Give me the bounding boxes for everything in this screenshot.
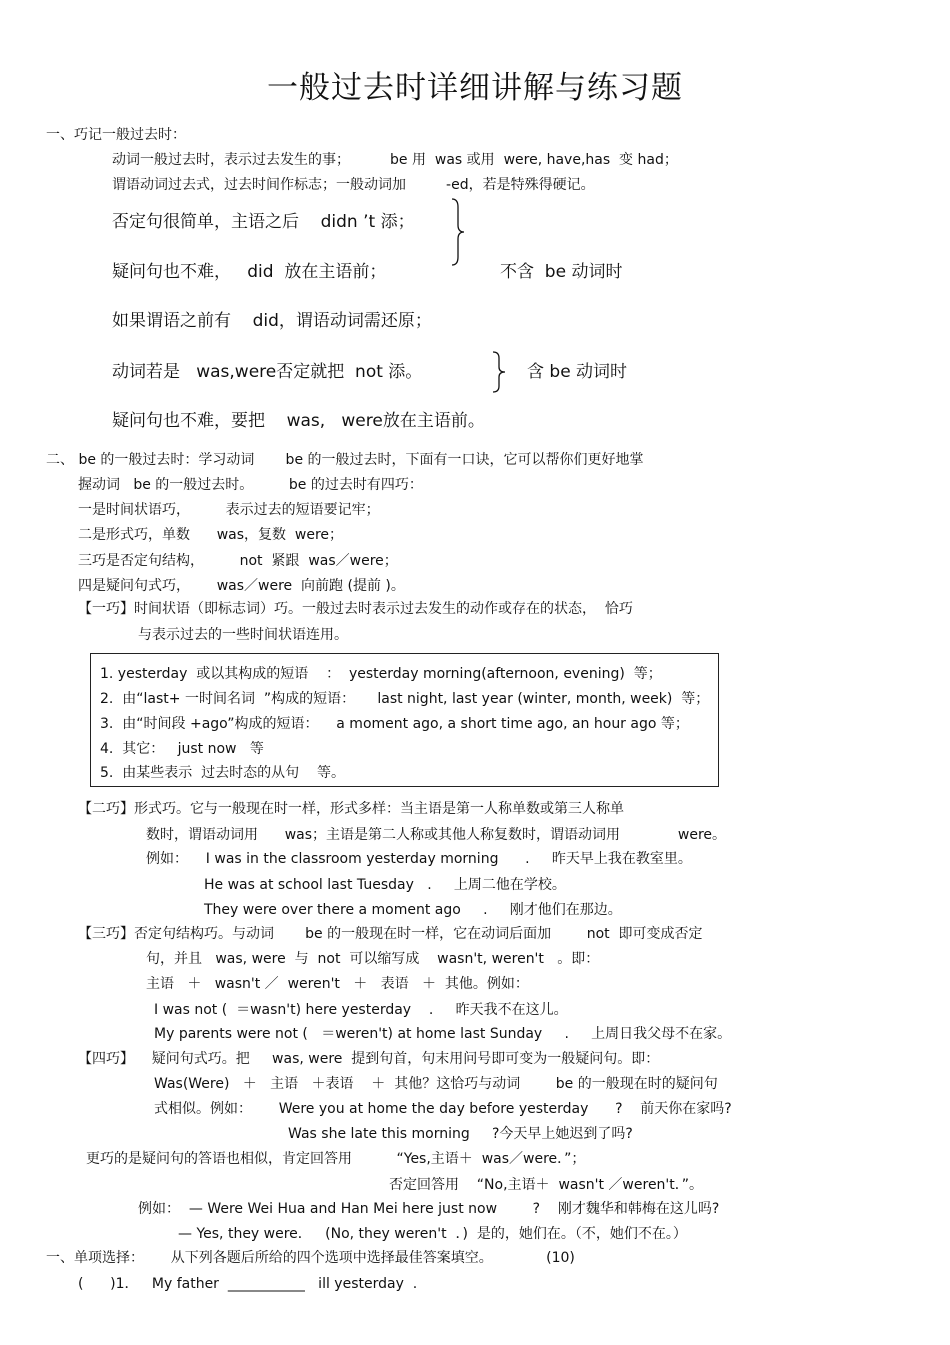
right-brace-icon — [448, 197, 468, 267]
tip-line-2: 二是形式巧，单数 was，复数 were； — [78, 527, 344, 543]
section-heading-1: 一、巧记一般过去时： — [46, 127, 186, 143]
rhyme-line-6: 动词若是 was,were否定就把 not 添。 — [112, 362, 423, 382]
section-heading-2-cont: 握动词 be 的一般过去时。 be 的过去时有四巧： — [78, 477, 423, 493]
answer-rule-1: 更巧的是疑问句的答语也相似，肯定回答用 “Yes,主语＋ was／were．”； — [86, 1151, 586, 1167]
rhyme-line-2: 谓语动词过去式，过去时间作标志；一般动词加 -ed，若是特殊得硬记。 — [112, 177, 595, 193]
time-adverbial-box — [90, 653, 719, 787]
tip-2-text-cont: 数时，谓语动词用 was；主语是第二人称或其他人称复数时，谓语动词用 were。 — [146, 827, 727, 843]
rhyme-line-4: 疑问句也不难， did 放在主语前； — [112, 262, 387, 282]
exercise-heading: 一、单项选择： 从下列各题后所给的四个选项中选择最佳答案填空。 (10) — [46, 1250, 575, 1266]
box-item-3: 3. 由“时间段 +ago”构成的短语： a moment ago, a short time ago, an hour ago 等； — [100, 716, 689, 732]
box-item-4: 4. 其它： just now 等 — [100, 741, 264, 757]
tip-2-example-2: He was at school last Tuesday . 上周二他在学校。 — [204, 877, 566, 893]
answer-example-q: 例如： — Were Wei Hua and Han Mei here just now ? 刚才魏华和韩梅在这儿吗? — [138, 1201, 720, 1217]
rhyme-line-7: 疑问句也不难，要把 was, were放在主语前。 — [112, 411, 485, 431]
tip-3-text-cont: 句，并且 was, were 与 not 可以缩写成 wasn't, weren't 。即： — [146, 951, 600, 967]
tip-2-example-1: 例如： I was in the classroom yesterday morning . 昨天早上我在教室里。 — [146, 851, 692, 867]
tip-4-text: 【四巧】 疑问句式巧。把 was, were 提到句首，句末用问号即可变为一般疑问句。即： — [78, 1051, 660, 1067]
tip-3-example-1: I was not ( ＝wasn't) here yesterday . 昨天我不在这儿。 — [154, 1002, 568, 1018]
answer-rule-2: 否定回答用 “No,主语＋ wasn't ／weren't．”。 — [389, 1177, 704, 1193]
tip-line-1: 一是时间状语巧， 表示过去的短语要记牢； — [78, 502, 380, 518]
right-brace-icon — [489, 350, 509, 394]
box-item-2: 2. 由“last+ 一时间名词 ”构成的短语： last night, last year (winter, month, week) 等； — [100, 691, 710, 707]
answer-example-a: — Yes, they were． (No, they weren't ．) 是的，她们在。（不，她们不在。） — [178, 1226, 687, 1242]
brace-note-with-be: 含 be 动词时 — [527, 362, 628, 382]
tip-1-text-cont: 与表示过去的一些时间状语连用。 — [138, 627, 348, 643]
tip-3-example-2: My parents were not ( ＝weren't) at home last Sunday . 上周日我父母不在家。 — [154, 1026, 732, 1042]
tip-3-formula: 主语 ＋ wasn't ／ weren't ＋ 表语 ＋ 其他。例如： — [146, 976, 529, 992]
box-item-1: 1. yesterday 或以其构成的短语 ： yesterday morning(afternoon, evening) 等； — [100, 666, 662, 682]
tip-1-text: 【一巧】时间状语（即标志词）巧。一般过去时表示过去发生的动作或存在的状态， 恰巧 — [78, 601, 633, 617]
page-title: 一般过去时详细讲解与练习题 — [267, 70, 683, 106]
tip-4-example-1: 式相似。例如： Were you at home the day before yesterday ? 前天你在家吗? — [154, 1101, 732, 1117]
exercise-item-1: ( )1． My father ___________ ill yesterday . — [78, 1276, 418, 1292]
tip-line-3: 三巧是否定句结构， not 紧跟 was／were； — [78, 553, 398, 569]
tip-2-text: 【二巧】形式巧。它与一般现在时一样，形式多样：当主语是第一人称单数或第三人称单 — [78, 801, 624, 817]
section-heading-2: 二、 be 的一般过去时：学习动词 be 的一般过去时，下面有一口诀，它可以帮你们更好地掌 — [46, 452, 644, 468]
box-item-5: 5. 由某些表示 过去时态的从句 等。 — [100, 765, 345, 781]
tip-2-example-3: They were over there a moment ago . 刚才他们在那边。 — [204, 902, 622, 918]
rhyme-line-3: 否定句很简单，主语之后 didn ’t 添； — [112, 212, 415, 232]
tip-4-formula: Was(Were) ＋ 主语 ＋表语 ＋ 其他？这恰巧与动词 be 的一般现在时的疑问句 — [154, 1076, 718, 1092]
rhyme-line-1: 动词一般过去时，表示过去发生的事； be 用 was 或用 were, have,has 变 had； — [112, 152, 678, 168]
brace-note-no-be: 不含 be 动词时 — [500, 262, 623, 282]
tip-3-text: 【三巧】否定句结构巧。与动词 be 的一般现在时一样，它在动词后面加 not 即可变成否定 — [78, 926, 703, 942]
tip-line-4: 四是疑问句式巧， was／were 向前跑 (提前 )。 — [78, 578, 405, 594]
tip-4-example-2: Was she late this morning ?今天早上她迟到了吗? — [288, 1126, 633, 1142]
rhyme-line-5: 如果谓语之前有 did，谓语动词需还原； — [112, 311, 432, 331]
